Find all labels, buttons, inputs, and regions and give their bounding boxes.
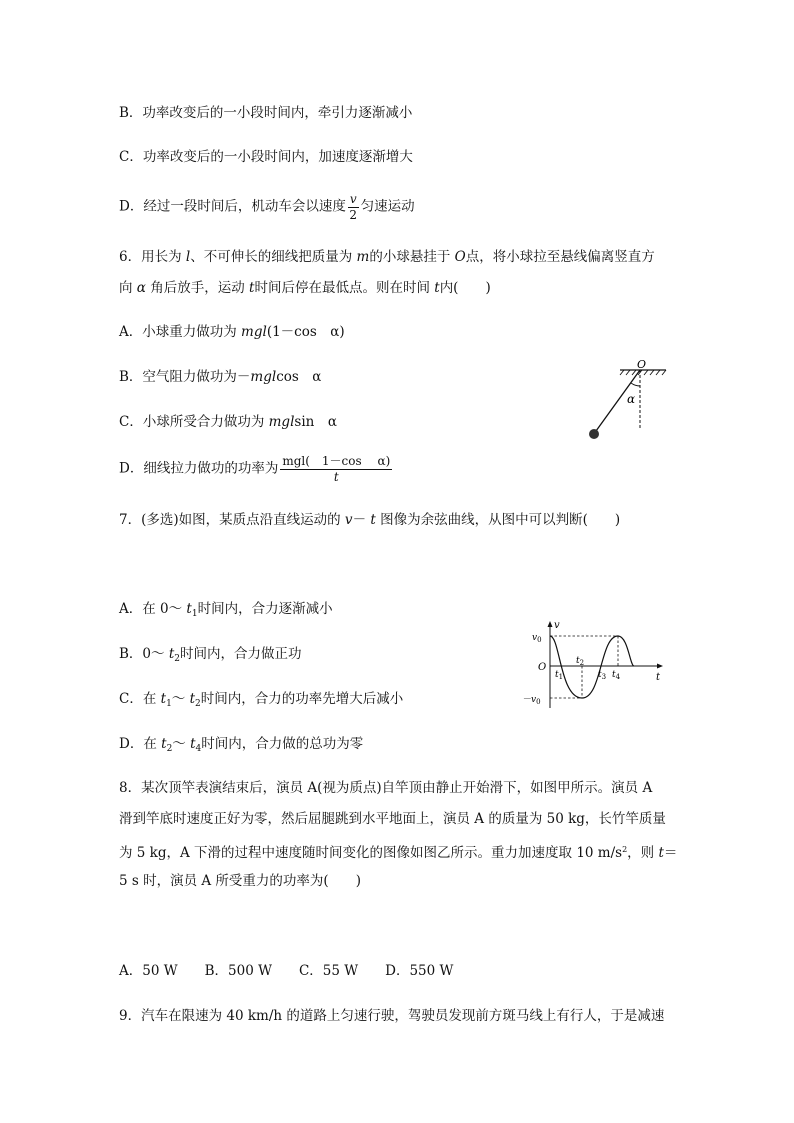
- angle-arc: [631, 383, 640, 386]
- label-t4: $t_4$: [612, 670, 621, 681]
- fraction-power: $\frac{\text{mgl( 1－cos α)}}{t}$: [282, 454, 391, 484]
- q8-line2: 滑到竿底时速度正好为零，然后屈腿跳到水平地面上，演员 A 的质量为 50 kg，长竹竿质量: [119, 811, 666, 827]
- q7-stem: 7．(多选)如图，某质点沿直线运动的 v－ t 图像为余弦曲线，从图中可以判断( ): [119, 512, 621, 528]
- label-t3: $t_3$: [598, 670, 607, 681]
- label-v0: $v_0$: [532, 633, 542, 644]
- cosine-curve: [550, 636, 634, 698]
- q5-option-d: D．经过一段时间后，机动车会以速度 $\frac{v}{2}$ 匀速运动: [119, 192, 415, 222]
- q6-option-d: D．细线拉力做功的功率为 $\frac{\text{mgl( 1－cos α)}}{t}$: [119, 454, 391, 484]
- q5-option-c: C．功率改变后的一小段时间内，加速度逐渐增大: [119, 149, 413, 165]
- label-origin: O: [538, 662, 547, 673]
- q6-stem-line2: 向 α 角后放手，运动 t时间后停在最低点。则在时间 t内( ): [119, 280, 491, 296]
- q5-option-b: B．功率改变后的一小段时间内，牵引力逐渐减小: [119, 105, 413, 121]
- q8-line3: 为 5 kg，A 下滑的过程中速度随时间变化的图像如图乙所示。重力加速度取 10 $m/s^2$，则 t＝: [119, 845, 678, 861]
- v-axis-arrow: [548, 621, 553, 627]
- fraction-v-over-2: $\frac{v}{2}$: [349, 192, 358, 222]
- q6-stem-line1: 6．用长为 l、不可伸长的细线把质量为 m的小球悬挂于 O点，将小球拉至悬线偏离竖直方: [119, 249, 655, 265]
- q8-line4: 5 s 时，演员 A 所受重力的功率为( ): [119, 873, 361, 889]
- q6-option-b: B．空气阻力做功为－mglcos α: [119, 369, 322, 385]
- label-t1: $t_1$: [555, 670, 564, 681]
- q6-option-c: C．小球所受合力做功为 mglsin α: [119, 414, 337, 430]
- label-neg-v0: $-v_0$: [522, 695, 541, 706]
- pendulum-ball: [589, 429, 599, 439]
- q7-option-d: D．在 $t_2\sim$ $t_4$时间内，合力做的总功为零: [119, 736, 364, 754]
- label-t2: $t_2$: [576, 656, 585, 667]
- q9-line1: 9．汽车在限速为 40 km/h 的道路上匀速行驶，驾驶员发现前方斑马线上有行人，于是减速: [119, 1008, 665, 1024]
- label-alpha: α: [627, 392, 636, 406]
- q8-line1: 8．某次顶竿表演结束后，演员 A(视为质点)自竿顶由静止开始滑下，如图甲所示。演员 A: [119, 780, 653, 796]
- q8-options: A．50 W B．500 W C．55 W D．550 W: [119, 963, 454, 979]
- label-v: v: [554, 620, 560, 631]
- label-o: O: [637, 358, 647, 371]
- q7-option-c: C．在 $t_1\sim$ $t_2$时间内，合力的功率先增大后减小: [119, 691, 404, 709]
- pendulum-figure: [580, 358, 680, 443]
- q6-option-a: A．小球重力做功为 mgl(1－cos α): [119, 324, 345, 340]
- q7-option-a: A．在 0～ $t_1$时间内，合力逐渐减小: [119, 601, 333, 619]
- label-t: t: [656, 672, 661, 683]
- vt-graph: [520, 618, 670, 710]
- t-axis-arrow: [657, 664, 663, 669]
- q7-option-b: B．0～ $t_2$时间内，合力做正功: [119, 646, 302, 664]
